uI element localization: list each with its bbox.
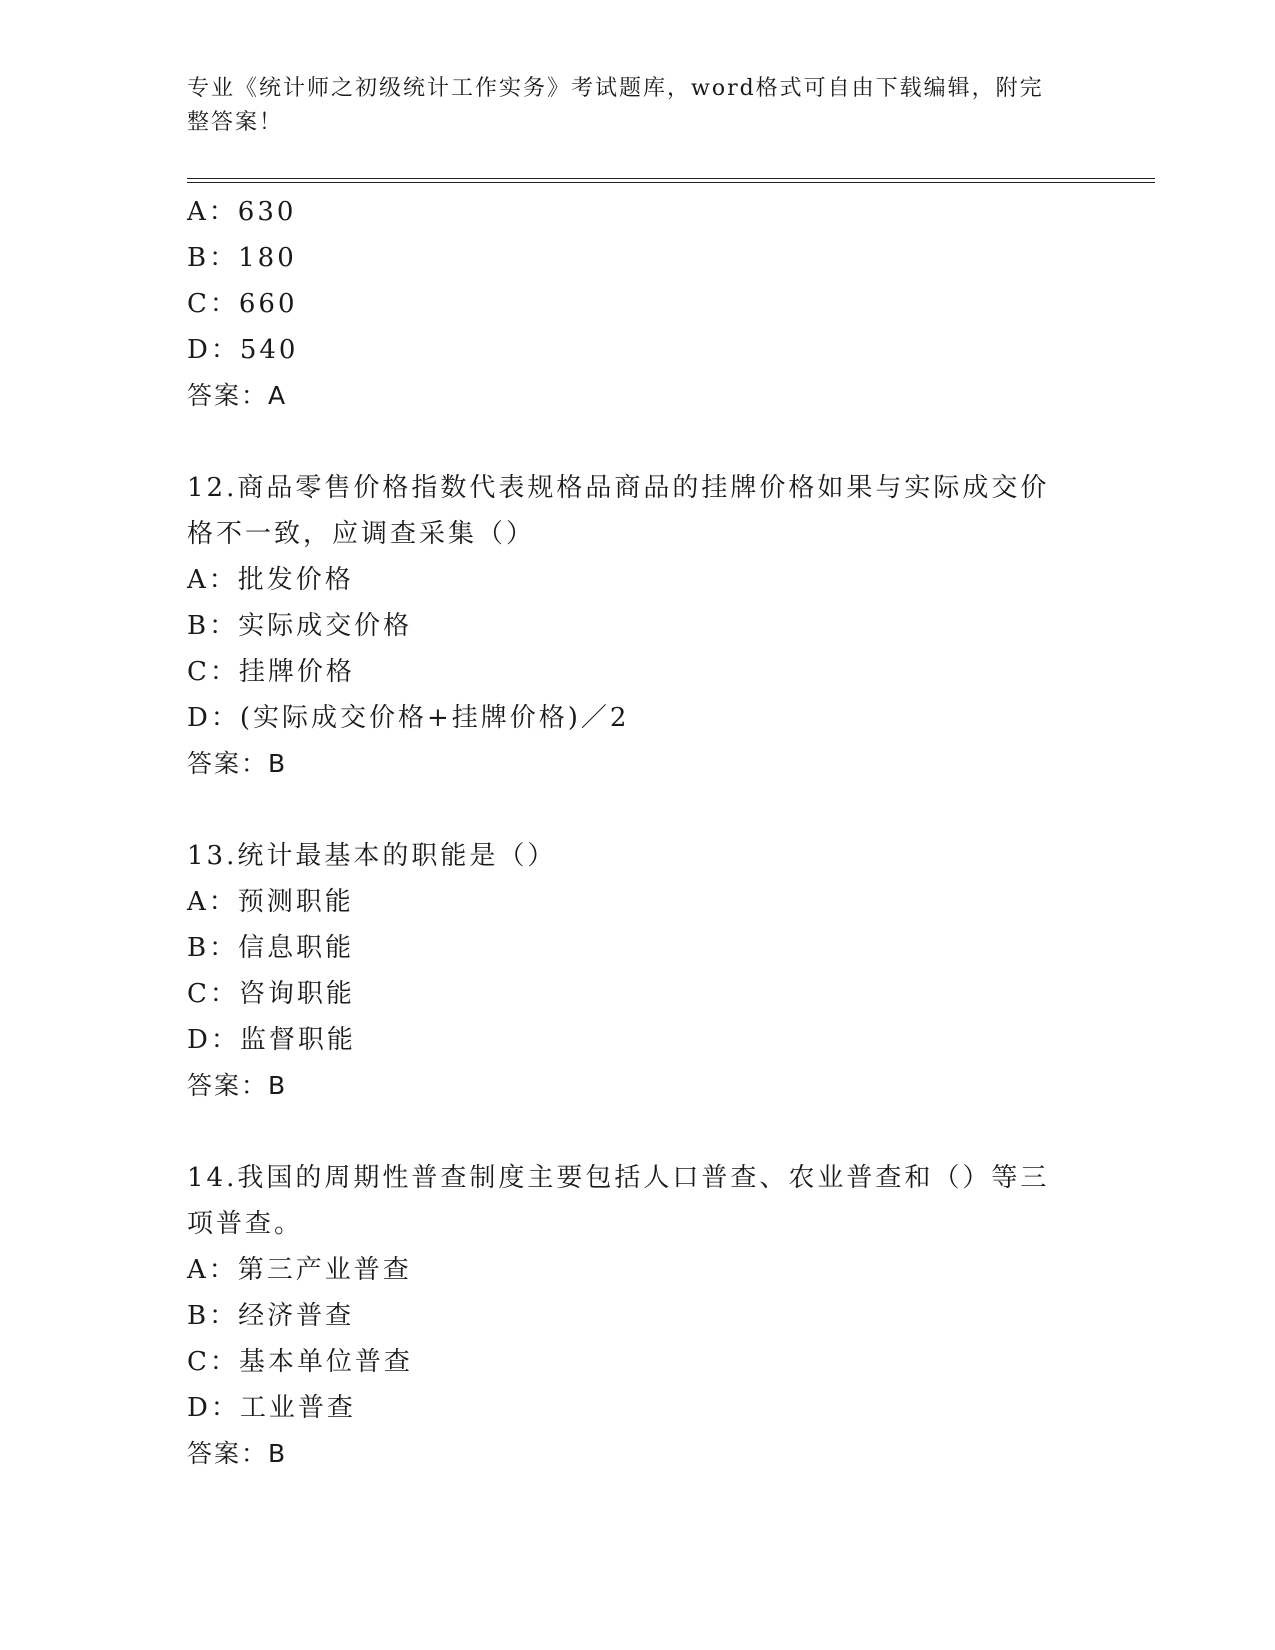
option-c: C：咨询职能 bbox=[187, 979, 355, 1009]
option-b: B：180 bbox=[187, 243, 297, 273]
option-b: B：经济普查 bbox=[187, 1301, 355, 1331]
option-c: C：660 bbox=[187, 289, 298, 319]
answer-line: 答案：B bbox=[187, 749, 288, 778]
header-note: 专业《统计师之初级统计工作实务》考试题库，word格式可自由下载编辑，附完整答案！ bbox=[187, 76, 1044, 135]
question-text: 13.统计最基本的职能是（） bbox=[187, 841, 557, 871]
continued-question-block bbox=[187, 189, 1087, 419]
question-13-block bbox=[187, 833, 1087, 1109]
option-a: A：批发价格 bbox=[187, 565, 354, 595]
question-12-block bbox=[187, 465, 1087, 787]
option-c: C：挂牌价格 bbox=[187, 657, 355, 687]
header-divider bbox=[187, 178, 1155, 183]
option-d: D：监督职能 bbox=[187, 1025, 356, 1055]
document-body bbox=[187, 189, 1087, 1477]
question-14-block bbox=[187, 1155, 1087, 1477]
answer-line: 答案：B bbox=[187, 1071, 288, 1100]
option-d: D：(实际成交价格+挂牌价格)／2 bbox=[187, 703, 630, 733]
option-b: B：实际成交价格 bbox=[187, 611, 413, 641]
question-text: 14.我国的周期性普查制度主要包括人口普查、农业普查和（）等三项普查。 bbox=[187, 1163, 1050, 1239]
answer-line: 答案：B bbox=[187, 1439, 288, 1468]
option-a: A：预测职能 bbox=[187, 887, 354, 917]
option-c: C：基本单位普查 bbox=[187, 1347, 413, 1377]
option-d: D：工业普查 bbox=[187, 1393, 356, 1423]
option-d: D：540 bbox=[187, 335, 299, 365]
answer-line: 答案：A bbox=[187, 381, 288, 410]
option-b: B：信息职能 bbox=[187, 933, 355, 963]
option-a: A：第三产业普查 bbox=[187, 1255, 412, 1285]
question-text: 12.商品零售价格指数代表规格品商品的挂牌价格如果与实际成交价格不一致，应调查采集（） bbox=[187, 473, 1050, 549]
option-a: A：630 bbox=[187, 197, 297, 227]
